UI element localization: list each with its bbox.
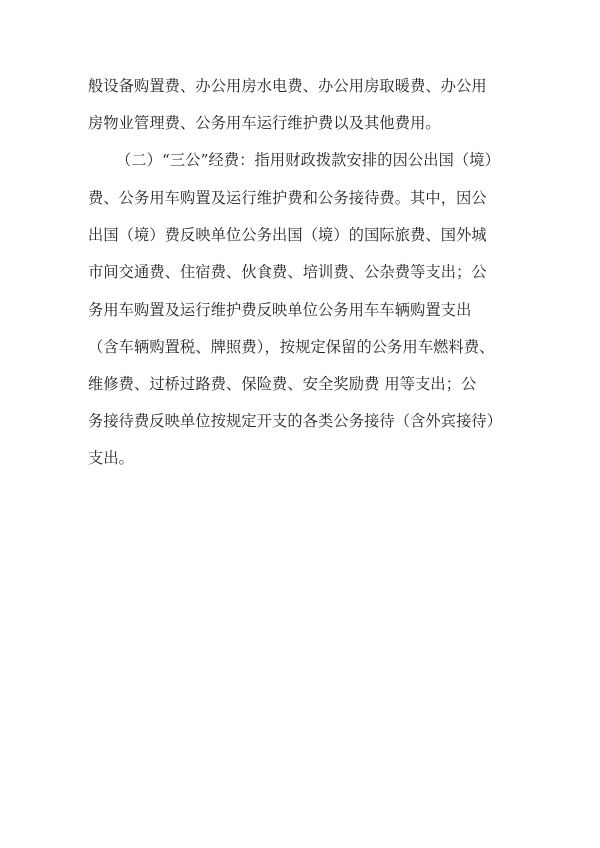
text-line-7: 务用车购置及运行维护费反映单位公务用车车辆购置支出 [88,301,472,319]
text-line-6: 市间交通费、住宿费、伙食费、培训费、公杂费等支出；公 [88,263,487,281]
text-line-4: 费、公务用车购置及运行维护费和公务接待费。其中，因公 [88,189,487,207]
text-line-9: 维修费、过桥过路费、保险费、安全奖励费 用等支出；公 [88,375,477,393]
section-heading-line: （二）“三公”经费：指用财政拨款安排的因公出国（境） [116,151,500,169]
text-line-1: 般设备购置费、办公用房水电费、办公用房取暖费、办公用 [88,77,487,95]
text-line-10: 务接待费反映单位按规定开支的各类公务接待（含外宾接待） [88,412,503,430]
text-line-11: 支出。 [88,449,135,467]
text-line-8: （含车辆购置税、牌照费），按规定保留的公务用车燃料费、 [88,338,495,356]
text-line-5: 出国（境）费反映单位公务出国（境）的国际旅费、国外城 [88,226,487,244]
text-line-2: 房物业管理费、公务用车运行维护费以及其他费用。 [88,114,441,132]
